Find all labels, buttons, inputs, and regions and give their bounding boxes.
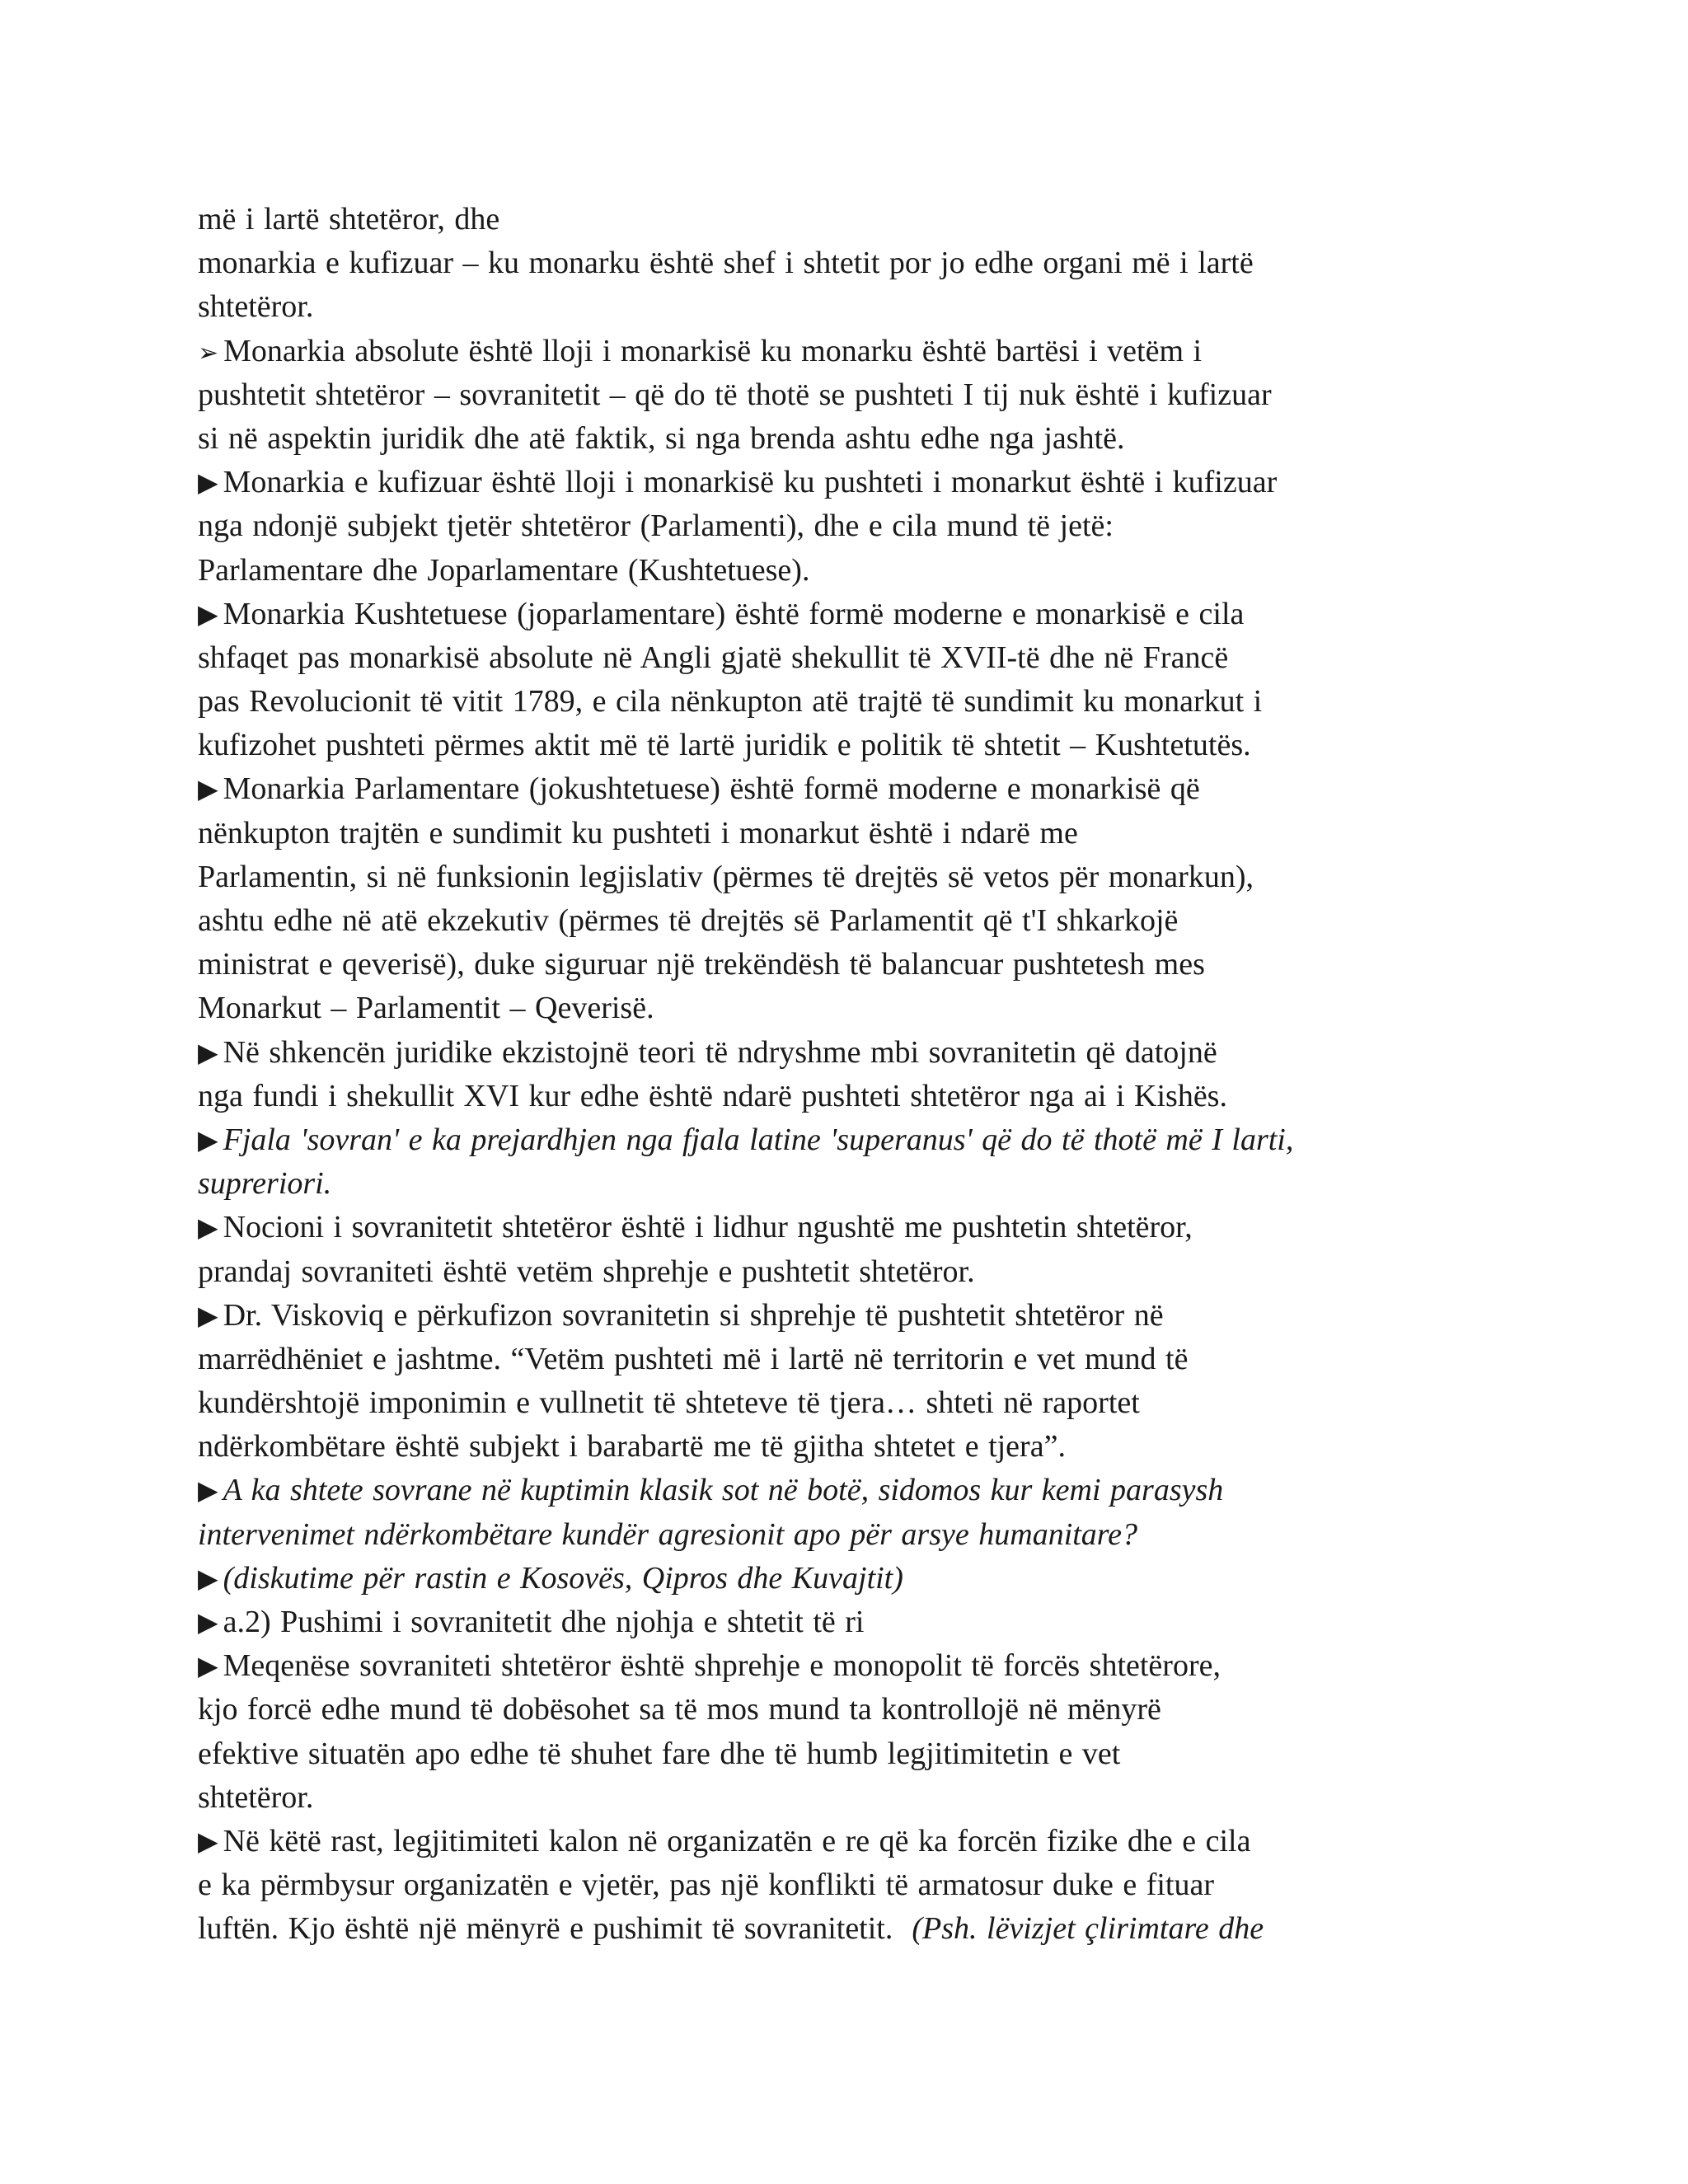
text-line [198, 1381, 1615, 1425]
text-line [198, 1907, 1615, 1951]
text-line [198, 1863, 1615, 1907]
triangle-bullet-icon: ▶ [198, 1825, 218, 1857]
line-text: si në aspektin juridik dhe atë faktik, si nga brenda ashtu edhe nga jashtë. [198, 420, 1125, 456]
line-text: Në këtë rast, legjitimiteti kalon në organizatën e re që ka forcën fizike dhe e cila [223, 1823, 1251, 1858]
line-text: ministrat e qeverisë), duke siguruar një trekëndësh të balancuar pushtetesh mes [198, 947, 1205, 982]
text-line [198, 1338, 1615, 1381]
line-text: prandaj sovraniteti është vetëm shprehje e pushtetit shtetëror. [198, 1254, 975, 1289]
bullet-line [198, 1206, 1615, 1249]
text-line [198, 855, 1615, 899]
line-text: Nocioni i sovranitetit shtetëror është i lidhur ngushtë me pushtetin shtetëror, [223, 1210, 1193, 1245]
document-body [198, 198, 1615, 1952]
triangle-bullet-icon: ▶ [198, 1036, 218, 1068]
triangle-bullet-icon: ▶ [198, 598, 218, 630]
text-line [198, 1075, 1615, 1118]
text-line [198, 987, 1615, 1030]
triangle-bullet-icon: ▶ [198, 1123, 218, 1155]
triangle-bullet-icon: ▶ [198, 773, 218, 805]
line-text: Dr. Viskoviq e përkufizon sovranitetin si shprehje të pushtetit shtetëror në [223, 1297, 1164, 1333]
line-text: supreriori. [198, 1166, 332, 1202]
line-text: e ka përmbysur organizatën e vjetër, pas një konflikti të armatosur duke e fituar [198, 1868, 1215, 1903]
line-text-italic: (Psh. lëvizjet çlirimtare dhe [912, 1911, 1264, 1947]
line-text: pushtetit shtetëror – sovranitetit – që do të thotë se pushteti I tij nuk është i kufizuar [198, 377, 1272, 412]
bullet-line [198, 1557, 1615, 1601]
text-line [198, 1776, 1615, 1820]
line-text: Monarkia Parlamentare (jokushtetuese) është formë moderne e monarkisë që [223, 771, 1200, 807]
bullet-line [198, 1820, 1615, 1863]
text-line [198, 812, 1615, 855]
outline-arrow-bullet-icon: ➢ [198, 338, 219, 368]
line-text: Monarkia e kufizuar është lloji i monarkisë ku pushteti i monarkut është i kufizuar [223, 465, 1278, 500]
text-line [198, 373, 1615, 417]
bullet-line [198, 593, 1615, 636]
line-text: a.2) Pushimi i sovranitetit dhe njohja e shtetit të ri [223, 1605, 865, 1639]
bullet-line [198, 461, 1615, 504]
line-text: pas Revolucionit të vitit 1789, e cila nënkupton atë trajtë të sundimit ku monarkut i [198, 684, 1263, 719]
text-line [198, 241, 1615, 285]
text-line [198, 724, 1615, 767]
bullet-line [198, 767, 1615, 811]
text-line [198, 198, 1615, 241]
text-line [198, 549, 1615, 593]
line-text: nga fundi i shekullit XVI kur edhe është ndarë pushteti shtetëror nga ai i Kishës. [198, 1078, 1227, 1113]
bullet-line [198, 1469, 1615, 1512]
line-text: Fjala 'sovran' e ka prejardhjen nga fjala latine 'superanus' që do të thotë më I larti, [223, 1122, 1294, 1157]
bullet-line [198, 1644, 1615, 1688]
triangle-bullet-icon: ▶ [198, 1606, 218, 1638]
line-text: kundërshtojë imponimin e vullnetit të shteteve të tjera… shteti në raportet [198, 1385, 1140, 1421]
line-text: Monarkia Kushtetuese (joparlamentare) është formë moderne e monarkisë e cila [223, 596, 1245, 631]
text-line [198, 285, 1615, 329]
line-text: (diskutime për rastin e Kosovës, Qipros dhe Kuvajtit) [223, 1560, 903, 1596]
bullet-line [198, 330, 1615, 373]
line-text: Në shkencën juridike ekzistojnë teori të ndryshme mbi sovranitetin që datojnë [223, 1034, 1217, 1070]
text-line [198, 943, 1615, 987]
line-text: nënkupton trajtën e sundimit ku pushteti i monarkut është i ndarë me [198, 815, 1078, 851]
triangle-bullet-icon: ▶ [198, 466, 218, 499]
line-text: kufizohet pushteti përmes aktit më të lartë juridik e politik të shtetit – Kushtetutës. [198, 728, 1251, 763]
line-text: monarkia e kufizuar – ku monarku është shef i shtetit por jo edhe organi më i lartë [198, 246, 1254, 281]
text-line [198, 417, 1615, 461]
triangle-bullet-icon: ▶ [198, 1650, 218, 1682]
bullet-line [198, 1031, 1615, 1075]
line-text: efektive situatën apo edhe të shuhet fare dhe të humb legjitimitetin e vet [198, 1736, 1121, 1771]
triangle-bullet-icon: ▶ [198, 1474, 218, 1507]
line-text: ashtu edhe në atë ekzekutiv (përmes të drejtës së Parlamentit që t'I shkarkojë [198, 903, 1179, 938]
text-line [198, 636, 1615, 680]
line-text: Meqenëse sovraniteti shtetëror është shprehje e monopolit të forcës shtetërore, [223, 1648, 1221, 1684]
line-text: Monarkut – Parlamentit – Qeverisë. [198, 991, 654, 1026]
line-text: kjo forcë edhe mund të dobësohet sa të mos mund ta kontrollojë në mënyrë [198, 1692, 1161, 1727]
text-line [198, 1425, 1615, 1469]
line-text: luftën. Kjo është një mënyrë e pushimit të sovranitetit. [198, 1911, 893, 1947]
text-line [198, 1732, 1615, 1776]
line-text: nga ndonjë subjekt tjetër shtetëror (Parlamenti), dhe e cila mund të jetë: [198, 509, 1114, 544]
text-line [198, 504, 1615, 548]
line-text: Parlamentin, si në funksionin legjislativ (përmes të drejtës së vetos për monarkun), [198, 859, 1254, 894]
text-line [198, 899, 1615, 943]
text-line [198, 1250, 1615, 1294]
line-text: Monarkia absolute është lloji i monarkisë ku monarku është bartësi i vetëm i [223, 333, 1203, 368]
bullet-line [198, 1294, 1615, 1338]
triangle-bullet-icon: ▶ [198, 1212, 218, 1244]
line-text: Parlamentare dhe Joparlamentare (Kushtetuese). [198, 552, 810, 588]
line-text: më i lartë shtetëror, dhe [198, 202, 500, 237]
line-text: shfaqet pas monarkisë absolute në Angli gjatë shekullit të XVII-të dhe në Francë [198, 640, 1229, 675]
text-line [198, 680, 1615, 724]
line-text: ndërkombëtare është subjekt i barabartë me të gjitha shtetet e tjera”. [198, 1429, 1066, 1465]
bullet-line [198, 1601, 1615, 1644]
text-line [198, 1513, 1615, 1557]
text-line [198, 1688, 1615, 1732]
text-line [198, 1162, 1615, 1206]
line-text: A ka shtete sovrane në kuptimin klasik sot në botë, sidomos kur kemi parasysh [223, 1473, 1224, 1508]
line-text: intervenimet ndërkombëtare kundër agresionit apo për arsye humanitare? [198, 1516, 1138, 1552]
line-text: shtetëror. [198, 289, 314, 325]
line-text: marrëdhëniet e jashtme. “Vetëm pushteti më i lartë në territorin e vet mund të [198, 1341, 1189, 1376]
triangle-bullet-icon: ▶ [198, 1562, 218, 1594]
triangle-bullet-icon: ▶ [198, 1299, 218, 1331]
bullet-line [198, 1118, 1615, 1162]
line-text: shtetëror. [198, 1779, 314, 1815]
